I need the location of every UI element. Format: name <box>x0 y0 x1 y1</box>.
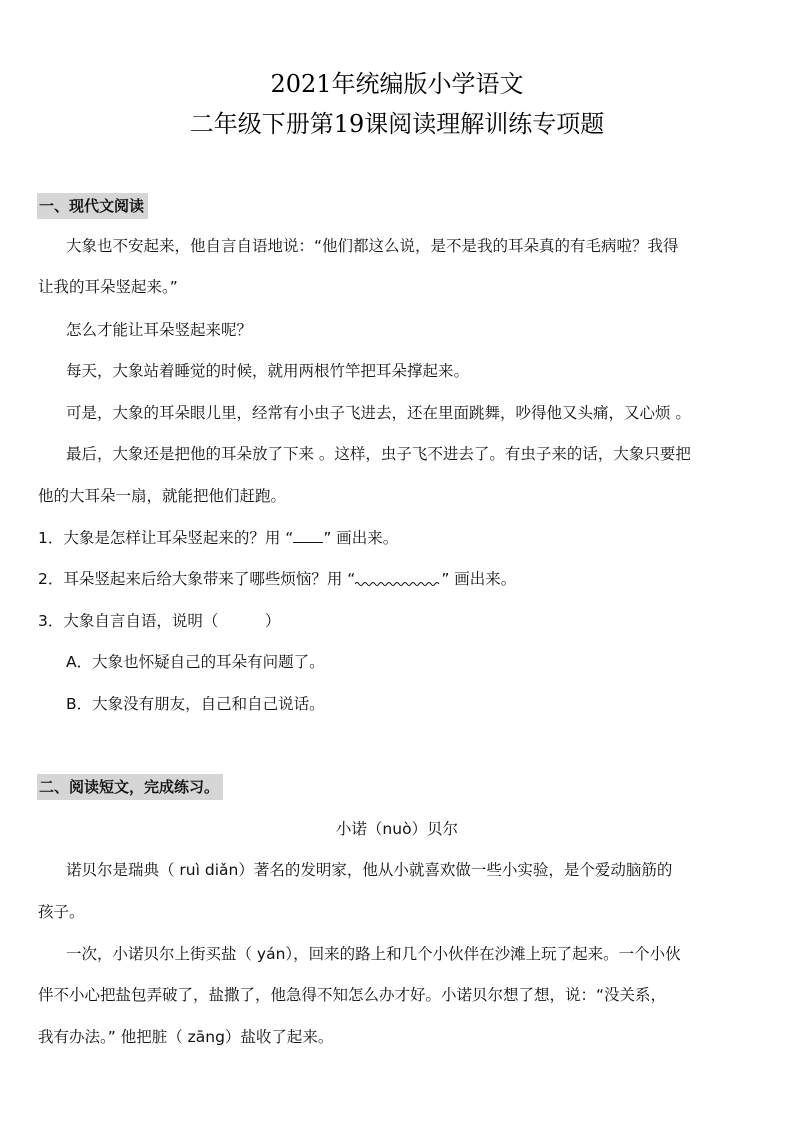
s1-paragraph-1b: 让我的耳朵竖起来。” <box>38 278 178 296</box>
question-1 <box>38 528 398 548</box>
section2-heading: 二、阅读短文，完成练习。 <box>37 774 223 800</box>
s2-paragraph-1a: 诺贝尔是瑞典（ ruì diǎn）著名的发明家，他从小就喜欢做一些小实验，是个爱动脑筋的 <box>66 861 673 879</box>
s2-paragraph-2b: 伴不小心把盐包弄破了，盐撒了，他急得不知怎么办才好。小诺贝尔想了想，说：“没关系， <box>38 986 667 1004</box>
question-1-text-before: 1．大象是怎样让耳朵竖起来的？用 “ <box>38 529 294 547</box>
s2-paragraph-2c: 我有办法。” 他把脏（ zāng）盐收了起来。 <box>38 1028 334 1046</box>
document-title-line2: 二年级下册第19课阅读理解训练专项题 <box>189 110 605 138</box>
s1-paragraph-5b: 他的大耳朵一扇，就能把他们赶跑。 <box>38 487 287 505</box>
s2-paragraph-1b: 孩子。 <box>38 903 85 921</box>
section1-heading: 一、现代文阅读 <box>37 193 148 219</box>
wavy-underline-mark <box>355 570 441 584</box>
s1-paragraph-3: 每天，大象站着睡觉的时候，就用两根竹竿把耳朵撑起来。 <box>66 362 470 380</box>
question-3: 3．大象自言自语，说明（ ） <box>38 612 281 630</box>
question-1-text-after: ” 画出来。 <box>323 529 399 547</box>
story-title: 小诺（nuò）贝尔 <box>335 820 459 838</box>
question-2-text-before: 2．耳朵竖起来后给大象带来了哪些烦恼？用 “ <box>38 570 356 588</box>
question-2 <box>38 569 516 589</box>
option-b: B．大象没有朋友，自己和自己说话。 <box>66 695 325 713</box>
document-title-line1: 2021年统编版小学语文 <box>270 70 524 98</box>
s1-paragraph-4: 可是，大象的耳朵眼儿里，经常有小虫子飞进去，还在里面跳舞，吵得他又头痛，又心烦 。 <box>66 404 691 422</box>
s2-paragraph-2a: 一次，小诺贝尔上街买盐（ yán），回来的路上和几个小伙伴在沙滩上玩了起来。一个小伙 <box>66 945 681 963</box>
s1-paragraph-2: 怎么才能让耳朵竖起来呢？ <box>66 321 253 339</box>
s1-paragraph-5a: 最后，大象还是把他的耳朵放了下来 。这样，虫子飞不进去了。有虫子来的话，大象只要把 <box>66 445 691 463</box>
option-a: A．大象也怀疑自己的耳朵有问题了。 <box>66 653 325 671</box>
question-2-text-after: ” 画出来。 <box>441 570 517 588</box>
s1-paragraph-1a: 大象也不安起来，他自言自语地说：“他们都这么说，是不是我的耳朵真的有毛病啦？我得 <box>66 237 679 255</box>
straight-underline-mark <box>293 528 323 543</box>
